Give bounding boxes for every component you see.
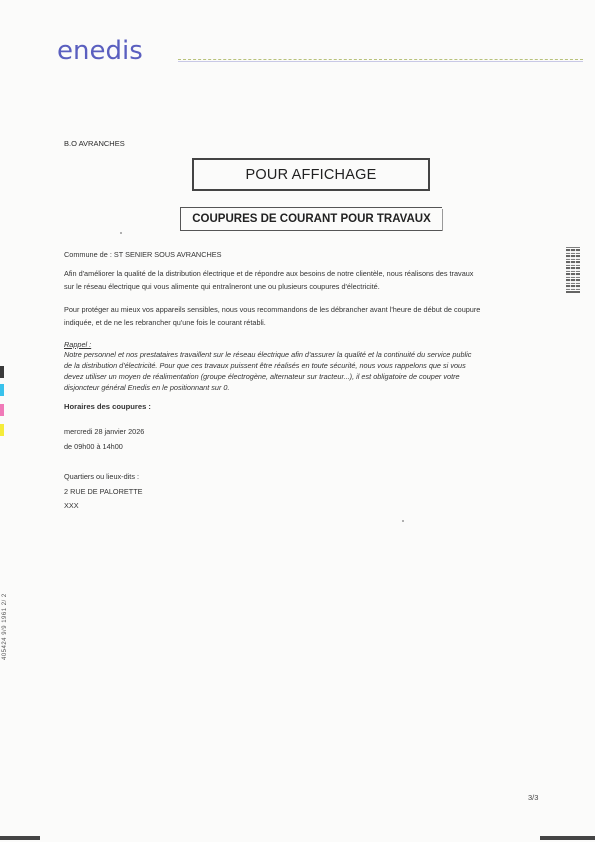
registration-mark-yellow — [0, 424, 4, 436]
intro-line-1: Afin d'améliorer la qualité de la distribution électrique et de répondre aux besoins de notre clientèle, nous réalisons des travaux — [64, 269, 474, 278]
bottom-scan-bar-left — [0, 836, 40, 840]
subject-box — [192, 158, 430, 191]
page-number: 3/3 — [528, 793, 539, 802]
outage-time: de 09h00 à 14h00 — [64, 442, 123, 451]
scan-speck — [402, 520, 404, 522]
office-label: B.O AVRANCHES — [64, 139, 125, 148]
places-heading: Quartiers ou lieux-dits : — [64, 472, 140, 481]
hours-heading: Horaires des coupures : — [64, 402, 151, 411]
enedis-logo: enedis — [57, 36, 143, 66]
subject-text: POUR AFFICHAGE — [245, 166, 377, 183]
registration-mark-black — [0, 366, 4, 378]
place-2: XXX — [64, 501, 79, 510]
margin-code: 405424 9/9 1961 2/ 2 — [2, 593, 8, 660]
place-1: 2 RUE DE PALORETTE — [64, 487, 143, 496]
datamatrix-code-pattern — [568, 249, 578, 291]
bottom-scan-bar-right — [540, 836, 595, 840]
rappel-line-4: disjoncteur général Enedis en le positionnant sur 0. — [64, 383, 230, 392]
scan-speck — [120, 232, 122, 234]
document-title: COUPURES DE COURANT POUR TRAVAUX — [192, 213, 431, 225]
rappel-line-1: Notre personnel et nos prestataires travaillent sur le réseau électrique afin d'assurer la qualité et la continuité du service public — [64, 350, 472, 359]
protect-line-1: Pour protéger au mieux vos appareils sensibles, nous vous recommandons de les débrancher avant l'heure de début de coupure — [64, 305, 481, 314]
header-rule — [178, 59, 583, 60]
title-box — [180, 207, 442, 231]
protect-line-2: indiquée, et de ne les rebrancher qu'une fois le courant rétabli. — [64, 318, 266, 327]
rappel-line-3: devez utiliser un moyen de réalimentation (groupe électrogène, alternateur sur tracteur...), il est obligatoire de couper votre — [64, 372, 460, 381]
intro-line-2: sur le réseau électrique qui vous alimente qui entraîneront une ou plusieurs coupures d'électricité. — [64, 282, 380, 291]
title-box-edge — [442, 209, 443, 231]
header-rule-secondary — [178, 61, 583, 62]
commune-line: Commune de : ST SENIER SOUS AVRANCHES — [64, 250, 222, 259]
outage-date: mercredi 28 janvier 2026 — [64, 427, 145, 436]
rappel-label: Rappel : — [64, 340, 92, 349]
registration-mark-cyan — [0, 384, 4, 396]
registration-mark-magenta — [0, 404, 4, 416]
rappel-line-2: de la distribution d'électricité. Pour que ces travaux puissent être réalisés en toute sécurité, nous vous rappelons que si vous — [64, 361, 466, 370]
